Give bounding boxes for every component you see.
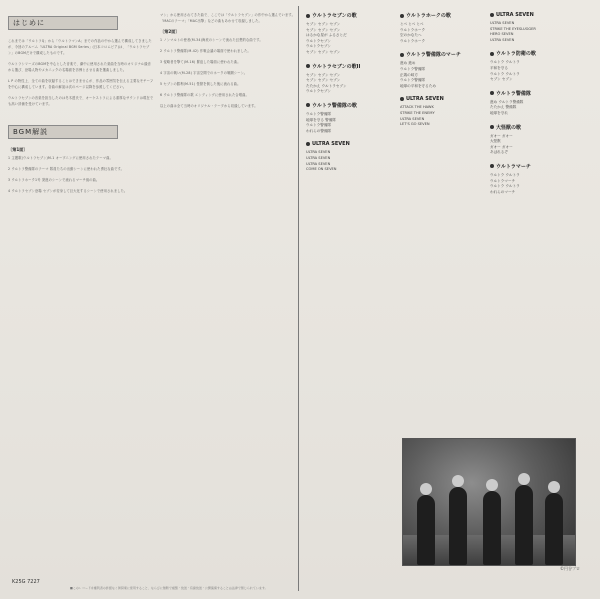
bullet-icon [400, 53, 404, 57]
lyric-line: COME ON SEVEN [306, 167, 337, 172]
song-title-text: ウルトラホークの歌 [406, 13, 451, 19]
lyric-line: セブン セブン セブン [306, 78, 341, 83]
lyric-line: 平和を守る [490, 65, 508, 70]
song-block [306, 12, 394, 56]
photo-figure [449, 487, 467, 565]
bgm-paragraph: 3 ウルトラホーク1号 発進のシーンで流れるマーチ風の曲。 [8, 178, 100, 182]
intro-paragraph: ウルトラセブンの音楽を担当したのは冬木透氏で、オーケストラによる重厚なサウンドは現在でも高い評価を受けています。 [8, 96, 154, 106]
song-title-text: ウルトラ防衛の歌 [496, 51, 536, 58]
song-block [490, 124, 590, 156]
photo-figure [545, 493, 563, 565]
column-lyrics-3 [490, 12, 590, 432]
lyric-line: LET'S GO SEVEN [400, 122, 430, 127]
song-title [490, 163, 590, 170]
bullet-icon [306, 142, 310, 146]
lyric-line: ウルトラホーク [400, 27, 426, 32]
song-title [306, 141, 394, 147]
commentary-paragraph: 4 宇宙の戦い(M-28) 宇宙空間でのホークの戦闘シーン。 [160, 71, 248, 75]
commentary-paragraph: 以上の曲は全て当時のオリジナル・テープから収録しています。 [160, 104, 258, 108]
song-title [400, 96, 486, 102]
song-title-text: ULTRA SEVEN [406, 96, 444, 103]
song-block [490, 50, 590, 82]
photo-figure [483, 491, 501, 565]
lyric-line: セブン セブン セブン [306, 49, 341, 54]
lyric-line: ULTRA SEVEN [306, 155, 331, 160]
song-block [306, 63, 394, 95]
lyric-line: とべ とべ とべ [400, 22, 424, 26]
song-title-text: ULTRA SEVEN [312, 141, 350, 148]
lyric-line: 地球の平和を守るため [400, 83, 436, 88]
bullet-icon [490, 125, 494, 129]
intro-heading: はじめに [13, 19, 45, 27]
lyric-line: あばれるぞ [490, 150, 508, 155]
lyric-line: HERO SEVEN [490, 32, 514, 37]
bullet-icon [306, 14, 310, 18]
intro-heading-box [8, 16, 118, 30]
lyric-line: 進め ウルトラ警備隊 [490, 99, 524, 104]
song-block [400, 96, 486, 127]
bullet-icon [490, 52, 494, 56]
lyric-line: セブン セブン [490, 77, 513, 82]
lyric-line: はるかな星が ふるさとだ [306, 33, 347, 38]
lyric-line: ウルトラ警備隊 [400, 78, 426, 83]
lyric-line: ウルトラ警備隊 [400, 66, 426, 71]
commentary-side-label: 〔第2面〕 [160, 29, 180, 34]
song-title [490, 90, 590, 97]
song-block [306, 102, 394, 134]
column-commentary [160, 12, 296, 572]
lyric-line: たたかえ 警備隊 [490, 105, 517, 110]
lyric-line: ULTRA SEVEN [306, 150, 331, 155]
lyric-line: ウルトラ ウルトラ [490, 60, 520, 65]
lyric-line: 地球を守れ [490, 110, 508, 115]
lyric-line: ULTRA SEVEN [400, 116, 425, 121]
bullet-icon [400, 14, 404, 18]
song-title-text: ULTRA SEVEN [496, 12, 534, 18]
lyric-line: セブン セブン セブン [306, 72, 341, 77]
bullet-icon [490, 91, 494, 95]
song-title [490, 124, 590, 131]
song-block [490, 163, 590, 195]
lyric-line: ウルトラ警備隊 [306, 111, 332, 116]
lyric-line: 進め 進め [400, 61, 416, 66]
lyric-line: ガオー ガオー [490, 144, 513, 149]
commentary-paragraph: マン」から使用されてきた曲で、ここでは「ウルトラセブン」の作中から選んでいます。「MACのテーマ」「MAC出撃」などの曲もあわせて収録しました。 [160, 13, 295, 23]
song-block [490, 90, 590, 117]
bullet-icon [306, 64, 310, 68]
commentary-paragraph: 2 ウルトラ警備隊(M-42) 作戦会議の場面で使われました。 [160, 49, 251, 53]
lyric-line: われらのマーチ [490, 189, 516, 194]
song-block [306, 141, 394, 172]
lyric-line: 地球を守る 警備隊 [306, 117, 336, 122]
song-title-text: 大怪獣の歌 [496, 124, 522, 131]
photo-credit: ©円谷プロ [560, 566, 580, 571]
commentary-paragraph: 5 セブンの勝利(M-51) 怪獣を倒した後に流れる曲。 [160, 82, 241, 86]
lyric-line: 空のかなたへ [400, 33, 422, 38]
commentary-paragraph: 1 ノンマルトの使者(M-34)海底のシーンで流れた幻想的な曲です。 [160, 38, 263, 42]
lyric-line: ULTRA SEVEN [306, 161, 331, 166]
lyric-line: ウルトラ ウルトラ [490, 172, 520, 177]
song-title [400, 12, 486, 19]
photo-figure [417, 495, 435, 565]
lyric-line: たたかえ ウルトラセブン [306, 83, 347, 88]
bgm-heading: BGM解説 [13, 128, 49, 136]
lyric-line: ウルトラマーチ [490, 178, 516, 183]
song-title [400, 51, 486, 58]
photo-figure [515, 485, 533, 565]
bgm-paragraph: 4 ウルトラセブン登場 セブンが変身して巨大化するシーンで使用されました。 [8, 189, 128, 193]
lyric-line: 正義の味方 [400, 72, 418, 77]
lyric-line: ウルトラセブン [306, 44, 331, 49]
lyric-line: われらの警備隊 [306, 128, 332, 133]
column-divider [298, 6, 299, 591]
lyric-line: ウルトラセブン [306, 89, 331, 94]
lyric-line: ウルトラ ウルトラ [490, 71, 520, 76]
lyric-line: セブン セブン セブン [306, 27, 341, 32]
bgm-paragraph: 1 主題歌(ウルトラセブン)M-1 オープニングに使用されたテーマ曲。 [8, 156, 113, 160]
bullet-icon [490, 13, 494, 17]
song-block [400, 51, 486, 89]
lyric-line: ULTRA SEVEN [490, 37, 515, 42]
intro-paragraph: ウルトラシリーズのBGMを中心とした音楽で、劇中に使用された楽曲を当時のオリジナル録音から選び、登場人物やメカニックの名場面を彷彿とさせる曲を選曲しました。 [8, 62, 151, 72]
commentary-paragraph: 6 ウルトラ警備隊の歌 エンディングに使用された合唱曲。 [160, 93, 249, 97]
bgm-heading-box [8, 125, 118, 139]
bullet-icon [490, 164, 494, 168]
footer-note: ■このレコードを権利者の許諾なく賃貸業に使用すること、ならびに無断で複製・放送・有線放送・公開演奏することは法律で禁じられています。 [70, 586, 268, 590]
song-title-text: ウルトラセブンの歌II [312, 63, 361, 70]
song-block [490, 12, 590, 43]
song-block [400, 12, 486, 44]
bgm-side-label: 〔第1面〕 [8, 147, 28, 152]
cast-photo [402, 438, 576, 566]
lyric-line: ウルトラセブン [306, 38, 331, 43]
song-title [306, 102, 394, 109]
lyric-line: ATTACK THE HAWK [400, 105, 434, 110]
column-intro [8, 12, 154, 572]
lyric-line: STRIKE THE EYESLUGGER [490, 26, 536, 31]
song-title [490, 50, 590, 57]
column-lyrics-1 [306, 12, 394, 432]
song-title-text: ウルトラ警備隊 [496, 90, 531, 97]
lyric-line: STRIKE THE ENEMY [400, 110, 435, 115]
bgm-paragraph: 2 ウルトラ警備隊のテーマ 隊員たちの出動シーンに使われた勇壮な曲です。 [8, 167, 125, 171]
commentary-paragraph: 3 侵略者を撃て(M-16) 緊迫した場面に使われた曲。 [160, 60, 241, 64]
lyric-line: ウルトラ警備隊 [306, 123, 332, 128]
song-title-text: ウルトラ警備隊の歌 [312, 102, 357, 109]
song-title [306, 63, 394, 70]
lyric-line: 大怪獣 [490, 139, 501, 144]
bullet-icon [400, 97, 404, 101]
lyric-line: ウルトラ ウルトラ [490, 184, 520, 189]
lyric-line: セブン セブン セブン [306, 22, 341, 26]
song-title [306, 12, 394, 19]
catalog-number: K25G 7227 [12, 579, 40, 585]
song-title [490, 12, 590, 18]
song-title-text: ウルトラセブンの歌 [312, 13, 357, 19]
intro-paragraph: L P の特性上、全ての曲を収録することはできませんが、作品の雰囲気を伝える主要なモチーフを中心に構成しています。各曲の解説は次のページ以降を参照してください。 [8, 79, 154, 89]
intro-paragraph: これまでは「ウルトラQ」から「ウルトラマンA」までの作品の中から選んで構成してきましたが、今回のアルバム「ULTRA Original BGM Series」(日本コロムビア)は、「ウルトラセブン」のBGMだけで構成したものです。 [8, 39, 152, 55]
column-lyrics-2 [400, 12, 486, 432]
lyric-line: ガオー ガオー [490, 133, 513, 138]
bullet-icon [306, 103, 310, 107]
song-title-text: ウルトラ警備隊のマーチ [406, 52, 461, 59]
lyric-line: ウルトラホーク [400, 38, 426, 43]
song-title-text: ウルトラマーチ [496, 163, 531, 170]
lyric-line: ULTRA SEVEN [490, 21, 515, 25]
